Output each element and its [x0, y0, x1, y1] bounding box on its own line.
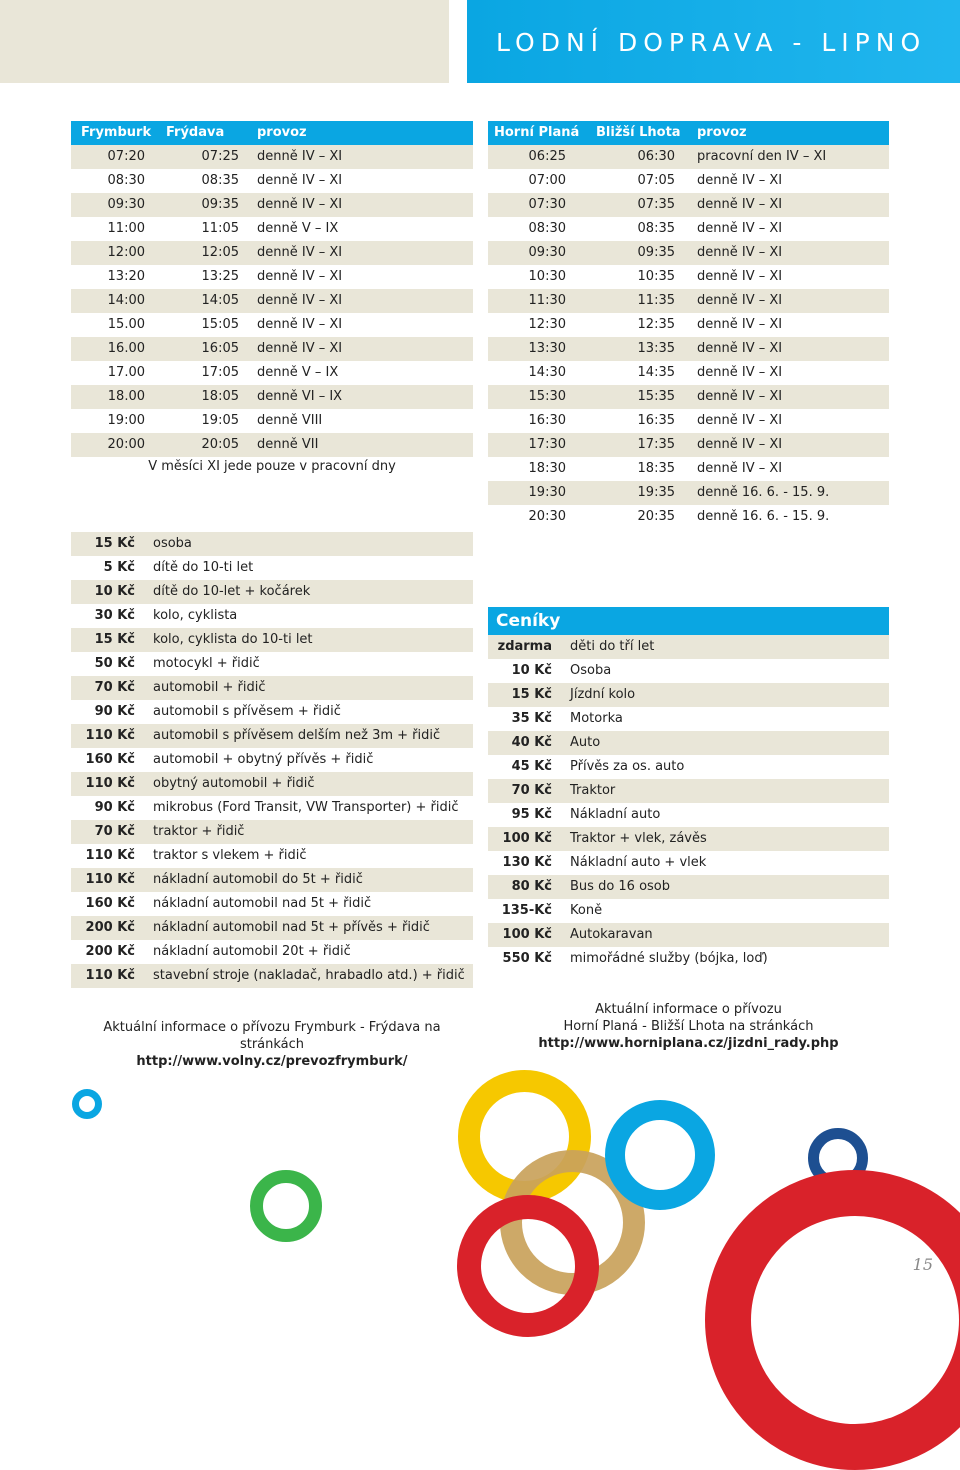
- table-row: [71, 337, 473, 361]
- table-cell: 200 Kč: [85, 944, 135, 959]
- table-cell: denně IV – XI: [697, 317, 783, 332]
- table-cell: 15 Kč: [94, 536, 135, 551]
- info-link[interactable]: http://www.horniplana.cz/jizdni_rady.php: [538, 1036, 839, 1051]
- table-cell: nákladní automobil nad 5t + řidič: [153, 896, 372, 911]
- table-cell: 70 Kč: [94, 680, 135, 695]
- table-cell: Jízdní kolo: [570, 687, 636, 702]
- table-cell: 19:35: [637, 485, 675, 500]
- table-cell: 10:30: [528, 269, 566, 284]
- table-cell: 110 Kč: [85, 728, 135, 743]
- column-header: provoz: [257, 125, 307, 140]
- table-cell: 110 Kč: [85, 872, 135, 887]
- table-cell: 12:35: [637, 317, 675, 332]
- table-cell: 35 Kč: [511, 711, 552, 726]
- table-cell: 07:00: [528, 173, 566, 188]
- table-row: [488, 707, 889, 731]
- table-row: [488, 217, 889, 241]
- table-cell: 50 Kč: [94, 656, 135, 671]
- table-cell: 07:25: [201, 149, 239, 164]
- table-cell: 95 Kč: [511, 807, 552, 822]
- table-row: [488, 145, 889, 169]
- table-cell: 15:35: [637, 389, 675, 404]
- table-cell: 13:20: [107, 269, 145, 284]
- page-number: 15: [912, 1255, 933, 1274]
- table-cell: 19:05: [201, 413, 239, 428]
- table-cell: automobil s přívěsem + řidič: [153, 704, 341, 719]
- table-cell: Nákladní auto + vlek: [570, 855, 707, 870]
- table-cell: 17:30: [528, 437, 566, 452]
- table-cell: 70 Kč: [511, 783, 552, 798]
- table-row: [71, 241, 473, 265]
- table-row: [71, 772, 473, 796]
- table-cell: 10 Kč: [94, 584, 135, 599]
- column-header: provoz: [697, 125, 747, 140]
- table-row: [71, 676, 473, 700]
- table-cell: 70 Kč: [94, 824, 135, 839]
- table-cell: 16:30: [528, 413, 566, 428]
- table-row: [71, 556, 473, 580]
- table-cell: denně IV – XI: [257, 341, 343, 356]
- info-horni-plana: [488, 1001, 889, 1052]
- page-title: LODNÍ DOPRAVA - LIPNO: [496, 28, 927, 57]
- table-row: [488, 337, 889, 361]
- table-row: [71, 868, 473, 892]
- table-row: [71, 193, 473, 217]
- table-row: [488, 947, 889, 971]
- timetable-note: V měsíci XI jede pouze v pracovní dny: [148, 459, 396, 474]
- price-list-title-text: Ceníky: [496, 611, 561, 631]
- table-row: [488, 803, 889, 827]
- table-cell: denně IV – XI: [257, 197, 343, 212]
- table-cell: 20:05: [201, 437, 239, 452]
- table-cell: 12:00: [107, 245, 145, 260]
- table-row: [488, 683, 889, 707]
- table-cell: 18:35: [637, 461, 675, 476]
- table-row: [71, 361, 473, 385]
- table-cell: 08:30: [107, 173, 145, 188]
- table-cell: 15:30: [528, 389, 566, 404]
- table-row: [488, 505, 889, 529]
- table-cell: dítě do 10-let + kočárek: [153, 584, 311, 599]
- table-cell: 14:30: [528, 365, 566, 380]
- table-cell: 11:30: [528, 293, 566, 308]
- table-cell: denně IV – XI: [257, 293, 343, 308]
- table-row: [488, 385, 889, 409]
- table-cell: 17:05: [201, 365, 239, 380]
- table-row: [488, 289, 889, 313]
- table-cell: 09:30: [528, 245, 566, 260]
- table-row: [71, 145, 473, 169]
- table-cell: Koně: [570, 903, 603, 918]
- table-row: [71, 265, 473, 289]
- table-cell: 30 Kč: [94, 608, 135, 623]
- table-cell: nákladní automobil 20t + řidič: [153, 944, 351, 959]
- table-cell: Osoba: [570, 663, 612, 678]
- table-cell: 07:05: [637, 173, 675, 188]
- table-cell: traktor + řidič: [153, 824, 245, 839]
- table-cell: 5 Kč: [103, 560, 135, 575]
- table-cell: 18:05: [201, 389, 239, 404]
- table-cell: mimořádné služby (bójka, loď): [570, 951, 768, 966]
- column-header: Bližší Lhota: [596, 125, 681, 140]
- table-cell: 45 Kč: [511, 759, 552, 774]
- table-row: [488, 635, 889, 659]
- table-row: [488, 193, 889, 217]
- table-row: [71, 652, 473, 676]
- table-row: [488, 265, 889, 289]
- table-row: [488, 433, 889, 457]
- table-cell: motocykl + řidič: [153, 656, 260, 671]
- table-row: [488, 409, 889, 433]
- table-cell: denně IV – XI: [697, 197, 783, 212]
- table-row: [488, 851, 889, 875]
- timetable-horni-plana-blizsi-lhota: [488, 121, 889, 529]
- table-row: [71, 700, 473, 724]
- table-cell: 09:35: [201, 197, 239, 212]
- table-cell: 110 Kč: [85, 848, 135, 863]
- column-header: Frýdava: [166, 125, 225, 140]
- table-cell: denně IV – XI: [697, 413, 783, 428]
- table-cell: 15:05: [201, 317, 239, 332]
- table-cell: zdarma: [497, 639, 552, 654]
- table-row: [488, 779, 889, 803]
- table-cell: 20:00: [107, 437, 145, 452]
- table-cell: Traktor + vlek, závěs: [570, 831, 707, 846]
- decorative-ring-red-left: [457, 1195, 599, 1337]
- table-row: [488, 827, 889, 851]
- table-cell: 06:30: [637, 149, 675, 164]
- table-row: [71, 604, 473, 628]
- timetable-frymburk-frydava: [71, 121, 473, 457]
- table-cell: 07:35: [637, 197, 675, 212]
- table-header: [488, 121, 889, 145]
- table-cell: Traktor: [570, 783, 616, 798]
- table-cell: denně VI – IX: [257, 389, 343, 404]
- table-cell: 14:00: [107, 293, 145, 308]
- table-cell: denně IV – XI: [697, 437, 783, 452]
- price-list-frymburk: [71, 532, 473, 988]
- table-row: [71, 964, 473, 988]
- table-cell: denně VIII: [257, 413, 323, 428]
- table-cell: denně IV – XI: [697, 245, 783, 260]
- table-cell: 14:05: [201, 293, 239, 308]
- table-row: [71, 724, 473, 748]
- table-cell: pracovní den IV – XI: [697, 149, 827, 164]
- table-row: [71, 433, 473, 457]
- table-cell: 20:35: [637, 509, 675, 524]
- table-cell: 16:05: [201, 341, 239, 356]
- table-cell: denně IV – XI: [697, 293, 783, 308]
- column-header: Horní Planá: [494, 125, 580, 140]
- table-cell: 15 Kč: [94, 632, 135, 647]
- table-cell: 12:30: [528, 317, 566, 332]
- table-cell: nákladní automobil do 5t + řidič: [153, 872, 363, 887]
- table-cell: mikrobus (Ford Transit, VW Transporter) + řidič: [153, 800, 459, 815]
- table-cell: denně IV – XI: [697, 221, 783, 236]
- price-list-title: [488, 607, 889, 635]
- table-cell: 13:25: [201, 269, 239, 284]
- table-cell: denně IV – XI: [697, 365, 783, 380]
- table-cell: nákladní automobil nad 5t + přívěs + řidič: [153, 920, 430, 935]
- table-cell: denně IV – XI: [697, 173, 783, 188]
- table-cell: obytný automobil + řidič: [153, 776, 315, 791]
- table-cell: 17.00: [107, 365, 145, 380]
- table-cell: 08:35: [201, 173, 239, 188]
- table-row: [488, 875, 889, 899]
- table-cell: 10:35: [637, 269, 675, 284]
- table-row: [71, 217, 473, 241]
- table-cell: osoba: [153, 536, 192, 551]
- column-header: Frymburk: [81, 125, 152, 140]
- price-list-horni-plana: [488, 635, 889, 971]
- table-cell: denně IV – XI: [697, 389, 783, 404]
- table-cell: traktor s vlekem + řidič: [153, 848, 307, 863]
- table-cell: Auto: [570, 735, 601, 750]
- table-cell: 08:30: [528, 221, 566, 236]
- header-left-band: [0, 0, 449, 83]
- table-cell: automobil s přívěsem delším než 3m + řidič: [153, 728, 441, 743]
- table-cell: denně IV – XI: [697, 269, 783, 284]
- table-cell: 550 Kč: [502, 951, 552, 966]
- table-cell: 18:30: [528, 461, 566, 476]
- table-row: [488, 457, 889, 481]
- decorative-ring-red-large: [705, 1170, 960, 1470]
- table-header: [71, 121, 473, 145]
- table-cell: 13:30: [528, 341, 566, 356]
- table-cell: 07:30: [528, 197, 566, 212]
- table-cell: Motorka: [570, 711, 623, 726]
- table-cell: kolo, cyklista: [153, 608, 238, 623]
- table-cell: 18.00: [107, 389, 145, 404]
- table-cell: 15.00: [107, 317, 145, 332]
- table-cell: denně IV – XI: [257, 269, 343, 284]
- table-cell: 160 Kč: [85, 896, 135, 911]
- table-row: [71, 916, 473, 940]
- table-row: [71, 748, 473, 772]
- table-row: [488, 659, 889, 683]
- table-cell: Autokaravan: [570, 927, 653, 942]
- table-cell: Nákladní auto: [570, 807, 661, 822]
- table-cell: dítě do 10-ti let: [153, 560, 254, 575]
- table-cell: kolo, cyklista do 10-ti let: [153, 632, 313, 647]
- table-row: [71, 313, 473, 337]
- table-cell: 90 Kč: [94, 800, 135, 815]
- table-row: [71, 820, 473, 844]
- table-cell: denně V – IX: [257, 221, 339, 236]
- table-cell: 11:35: [637, 293, 675, 308]
- info-text: Aktuální informace o přívozu Frymburk - Frýdava na stránkách: [103, 1020, 441, 1052]
- table-cell: Bus do 16 osob: [570, 879, 671, 894]
- table-row: [488, 923, 889, 947]
- table-cell: denně IV – XI: [697, 461, 783, 476]
- table-cell: denně IV – XI: [257, 245, 343, 260]
- table-row: [71, 940, 473, 964]
- table-cell: 11:00: [107, 221, 145, 236]
- table-cell: denně IV – XI: [257, 173, 343, 188]
- table-cell: 08:35: [637, 221, 675, 236]
- table-row: [71, 169, 473, 193]
- table-row: [71, 628, 473, 652]
- table-row: [71, 580, 473, 604]
- table-cell: stavební stroje (nakladač, hrabadlo atd.) + řidič: [153, 968, 465, 983]
- table-row: [488, 755, 889, 779]
- table-row: [71, 385, 473, 409]
- table-cell: denně 16. 6. - 15. 9.: [697, 485, 830, 500]
- table-cell: 130 Kč: [502, 855, 552, 870]
- table-row: [488, 313, 889, 337]
- table-row: [71, 532, 473, 556]
- table-row: [488, 481, 889, 505]
- info-text-line1: Aktuální informace o přívozu: [595, 1002, 782, 1017]
- table-row: [71, 892, 473, 916]
- table-cell: 160 Kč: [85, 752, 135, 767]
- table-cell: 100 Kč: [502, 927, 552, 942]
- decorative-ring-green: [250, 1170, 322, 1242]
- table-row: [71, 796, 473, 820]
- table-row: [71, 409, 473, 433]
- table-row: [488, 241, 889, 265]
- table-cell: denně IV – XI: [697, 341, 783, 356]
- info-frymburk: [71, 1019, 473, 1070]
- table-cell: 09:30: [107, 197, 145, 212]
- table-cell: 40 Kč: [511, 735, 552, 750]
- table-cell: 14:35: [637, 365, 675, 380]
- table-cell: 12:05: [201, 245, 239, 260]
- table-cell: 09:35: [637, 245, 675, 260]
- decorative-ring-blue-small: [72, 1089, 102, 1119]
- table-cell: 135-Kč: [501, 903, 552, 918]
- table-cell: Přívěs za os. auto: [570, 759, 685, 774]
- info-text-line2: Horní Planá - Bližší Lhota na stránkách: [563, 1019, 814, 1034]
- table-cell: 10 Kč: [511, 663, 552, 678]
- table-cell: 16.00: [107, 341, 145, 356]
- table-cell: 15 Kč: [511, 687, 552, 702]
- table-cell: 110 Kč: [85, 968, 135, 983]
- info-link[interactable]: http://www.volny.cz/prevozfrymburk/: [136, 1054, 408, 1069]
- table-cell: 19:00: [107, 413, 145, 428]
- table-cell: 11:05: [201, 221, 239, 236]
- table-cell: automobil + řidič: [153, 680, 266, 695]
- table-cell: denně IV – XI: [257, 149, 343, 164]
- table-cell: 110 Kč: [85, 776, 135, 791]
- table-cell: 20:30: [528, 509, 566, 524]
- table-cell: 100 Kč: [502, 831, 552, 846]
- table-cell: denně 16. 6. - 15. 9.: [697, 509, 830, 524]
- table-cell: denně VII: [257, 437, 319, 452]
- table-cell: denně IV – XI: [257, 317, 343, 332]
- table-cell: 80 Kč: [511, 879, 552, 894]
- table-cell: automobil + obytný přívěs + řidič: [153, 752, 374, 767]
- table-cell: 17:35: [637, 437, 675, 452]
- table-cell: děti do tří let: [570, 639, 655, 654]
- table-cell: 200 Kč: [85, 920, 135, 935]
- table-row: [71, 844, 473, 868]
- table-cell: 07:20: [107, 149, 145, 164]
- table-cell: 16:35: [637, 413, 675, 428]
- table-cell: 13:35: [637, 341, 675, 356]
- table-row: [488, 169, 889, 193]
- table-row: [488, 361, 889, 385]
- table-cell: 19:30: [528, 485, 566, 500]
- decorative-ring-blue-large: [605, 1100, 715, 1210]
- table-row: [488, 731, 889, 755]
- table-cell: 90 Kč: [94, 704, 135, 719]
- table-row: [71, 289, 473, 313]
- table-cell: 06:25: [528, 149, 566, 164]
- table-cell: denně V – IX: [257, 365, 339, 380]
- table-row: [488, 899, 889, 923]
